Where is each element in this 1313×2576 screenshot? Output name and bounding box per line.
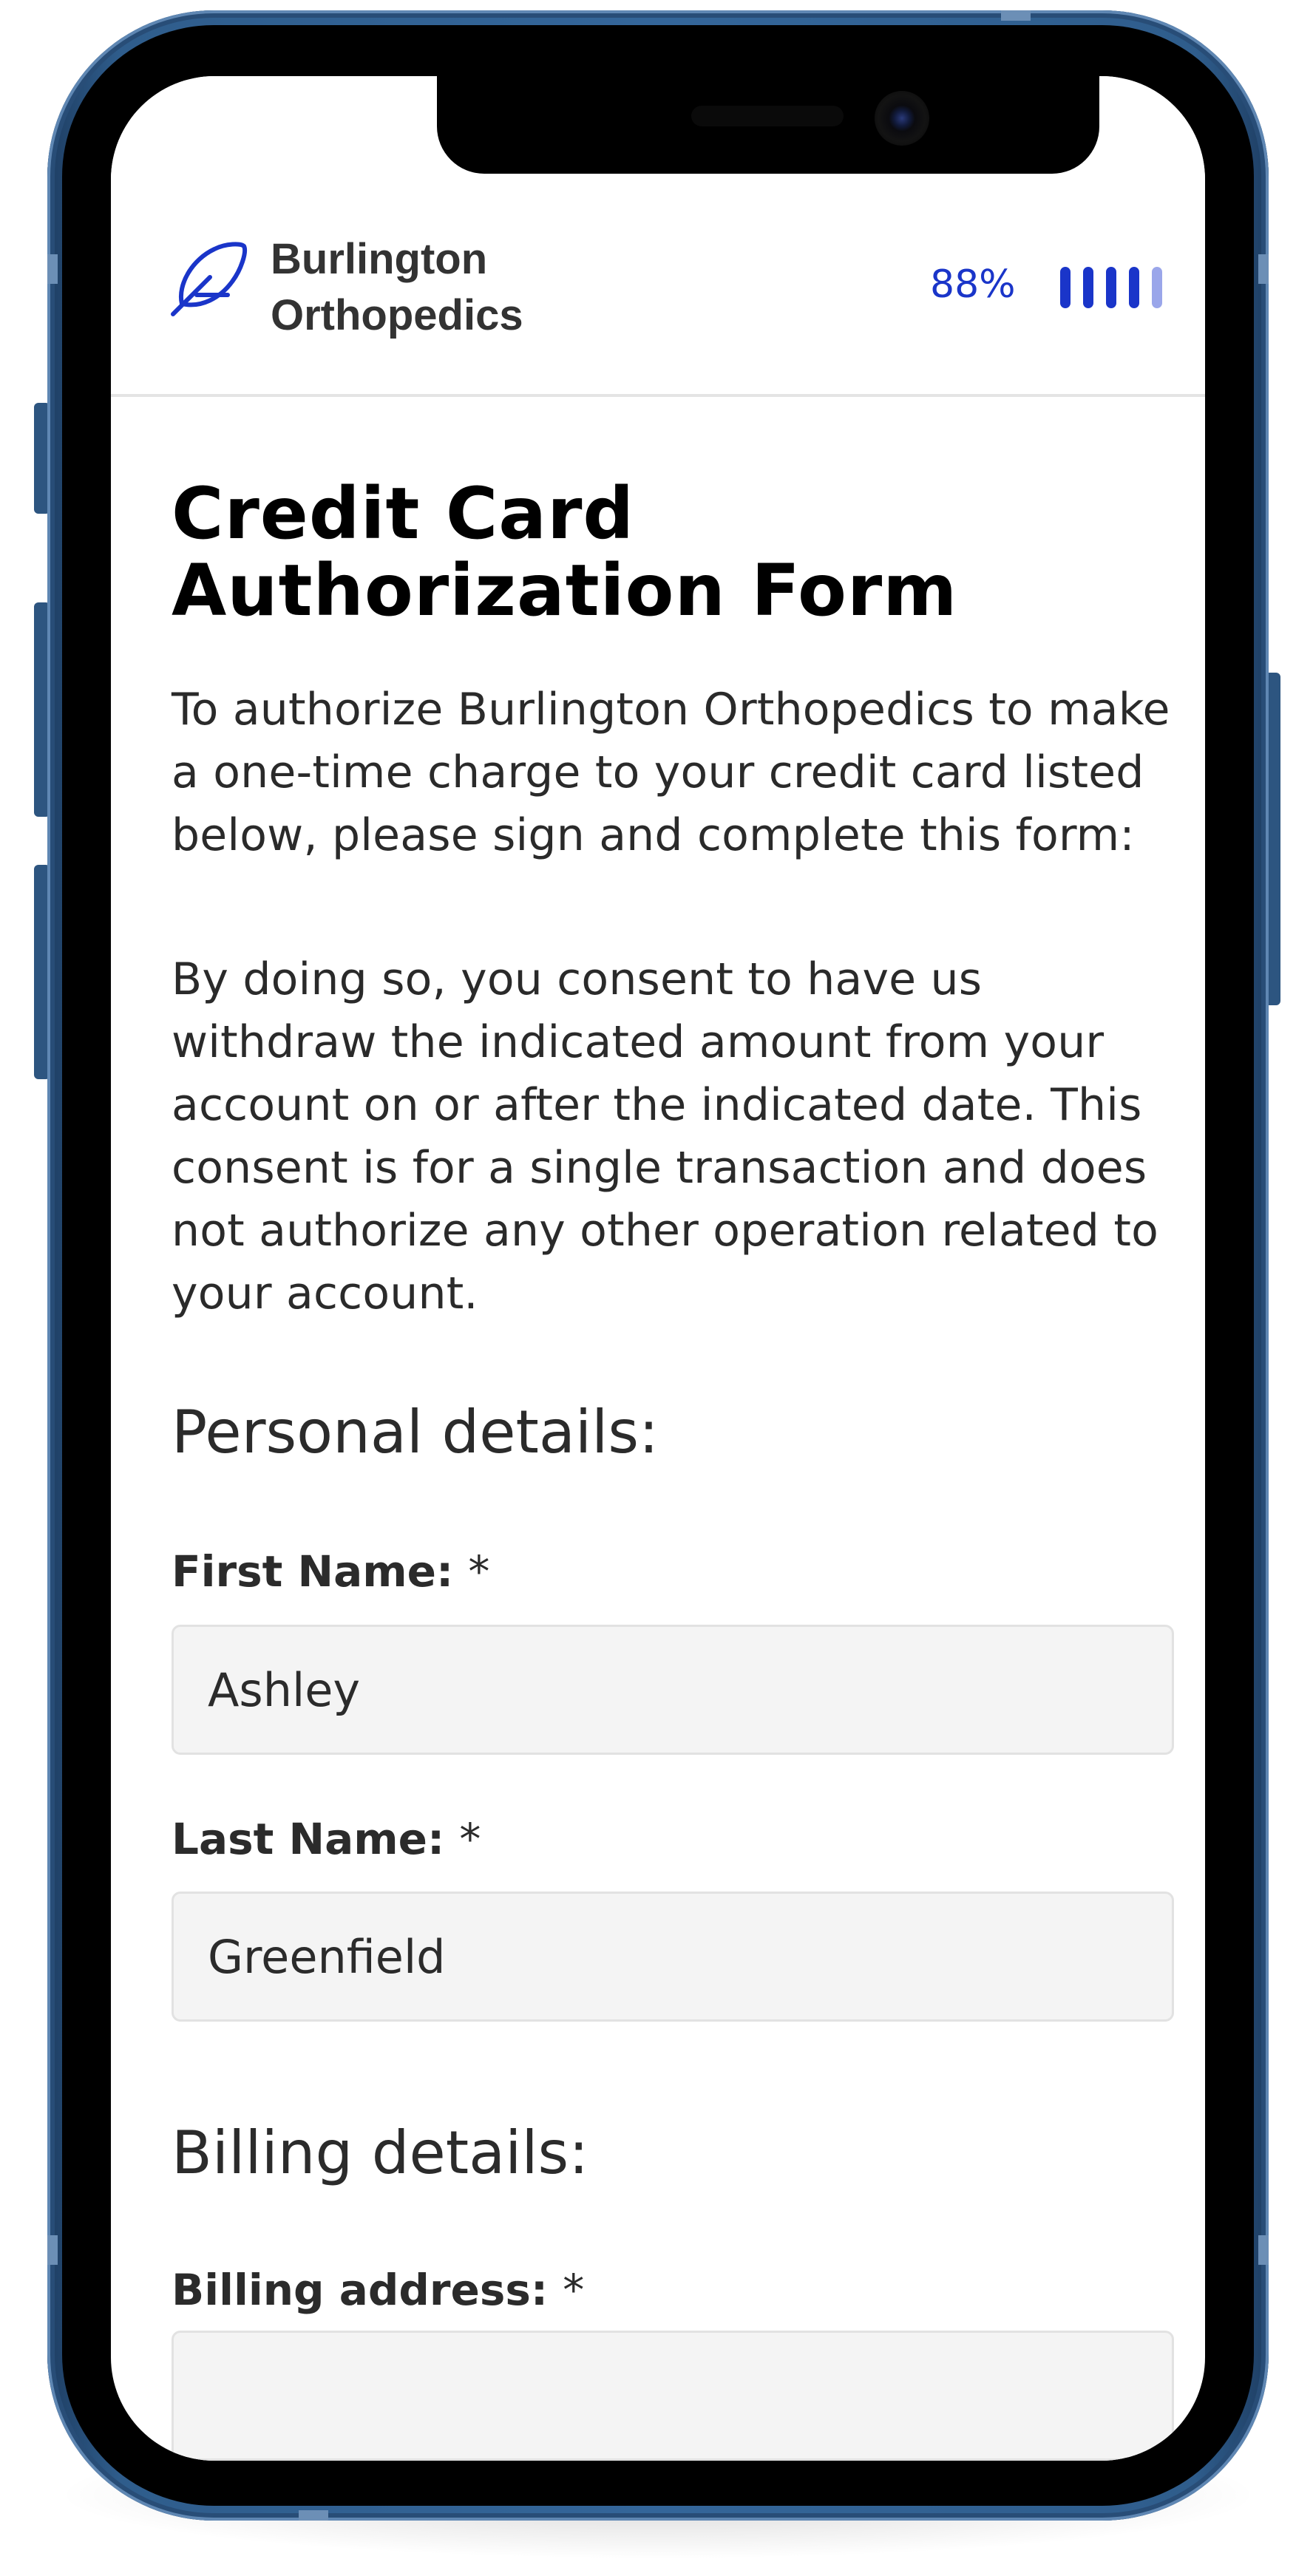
- battery-bar: [1129, 267, 1139, 308]
- notch: [437, 76, 1099, 174]
- consent-text: By doing so, you consent to have us withdraw the indicated amount from your account on or after the indicated date. This consent is for a single transaction and does not authorize any other operation related to your account.: [172, 954, 1158, 1319]
- brand-name[interactable]: [271, 231, 625, 344]
- page-title-line2: Authorization Form: [172, 549, 958, 632]
- earpiece-speaker: [691, 106, 844, 126]
- first-name-label: [172, 1546, 489, 1597]
- brand-name-line1: Burlington: [271, 235, 488, 283]
- last-name-input[interactable]: [172, 1892, 1174, 2022]
- billing-address-input[interactable]: [172, 2331, 1174, 2461]
- antenna-band: [47, 2235, 58, 2265]
- front-camera: [875, 91, 929, 146]
- antenna-band: [1258, 254, 1269, 284]
- required-marker: *: [459, 1814, 481, 1864]
- antenna-band: [47, 254, 58, 284]
- page-title-line1: Credit Card: [172, 472, 635, 555]
- antenna-band: [299, 2510, 328, 2521]
- required-marker: *: [563, 2265, 585, 2315]
- phone-screen: [111, 76, 1205, 2461]
- battery-bar: [1083, 267, 1093, 308]
- brand-name-line2: Orthopedics: [271, 291, 523, 339]
- personal-details-heading: Personal details:: [172, 1398, 659, 1467]
- first-name-label-text: First Name:: [172, 1546, 454, 1597]
- feather-icon: [167, 237, 248, 319]
- page-title: [172, 472, 1177, 632]
- battery-bar: [1152, 267, 1162, 308]
- antenna-band: [1001, 10, 1031, 21]
- battery-bar: [1106, 267, 1116, 308]
- billing-address-label-text: Billing address:: [172, 2265, 549, 2315]
- antenna-band: [1258, 2235, 1269, 2265]
- intro-text: To authorize Burlington Orthopedics to make a one-time charge to your credit card listed below, please sign and complete this form:: [172, 684, 1170, 861]
- battery-bar: [1060, 267, 1071, 308]
- required-marker: *: [468, 1546, 490, 1597]
- battery-percentage: 88%: [930, 262, 1016, 307]
- first-name-input[interactable]: [172, 1625, 1174, 1755]
- billing-address-label: [172, 2264, 584, 2316]
- last-name-label-text: Last Name:: [172, 1814, 445, 1864]
- billing-details-heading: Billing details:: [172, 2118, 589, 2187]
- last-name-label: [172, 1813, 481, 1865]
